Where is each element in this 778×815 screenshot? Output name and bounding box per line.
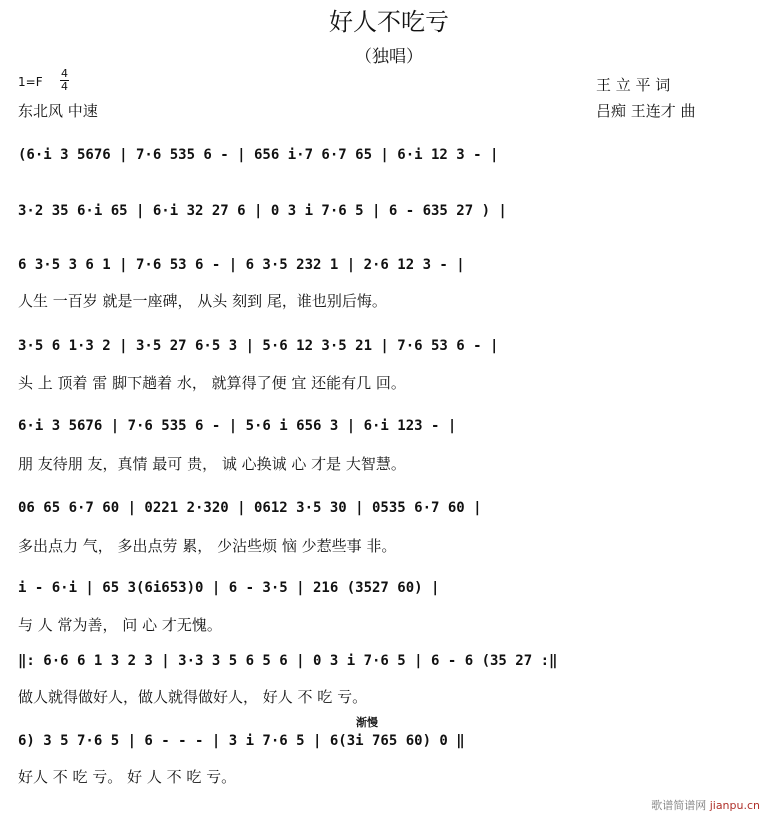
system-9-lyrics: 好人 不 吃 亏。 好 人 不 吃 亏。: [18, 768, 237, 786]
system-8-lyrics: 做人就得做好人，做人就得做好人， 好人 不 吃 亏。: [18, 688, 368, 706]
time-signature-top: 4: [61, 67, 68, 80]
system-6-notes: 06 65 6·7 60 | 0221 2·320 | 0612 3·5 30 | 0535 6·7 60 |: [18, 500, 482, 516]
system-5-notes: 6·i 3 5676 | 7·6 535 6 - | 5·6 i 656 3 | 6·i 123 - |: [18, 418, 457, 434]
system-1-notes: (6·i 3 5676 | 7·6 535 6 - | 656 i·7 6·7 65 | 6·i 12 3 - |: [18, 147, 499, 163]
key-signature: 1=F: [18, 75, 43, 89]
system-3-lyrics: 人生 一百岁 就是一座碑， 从头 刻到 尾，谁也别后悔。: [18, 292, 387, 310]
system-5-lyrics: 朋 友待朋 友，真情 最可 贵， 诚 心换诚 心 才是 大智慧。: [18, 455, 406, 473]
system-9-notes: 6) 3 5 7·6 5 | 6 - - - | 3 i 7·6 5 | 6(3i 765 60) 0 ‖: [18, 733, 465, 749]
watermark-site: 歌谱简谱网: [651, 799, 707, 812]
song-title: 好人不吃亏: [329, 8, 449, 36]
tempo-change-mark: 渐慢: [356, 716, 378, 729]
system-4-notes: 3·5 6 1·3 2 | 3·5 27 6·5 3 | 5·6 12 3·5 21 | 7·6 53 6 - |: [18, 338, 499, 354]
watermark: [651, 797, 760, 813]
system-6-lyrics: 多出点力 气， 多出点劳 累， 少沾些烦 恼 少惹些事 非。: [18, 537, 397, 555]
system-4-lyrics: 头 上 顶着 雷 脚下趟着 水， 就算得了便 宜 还能有几 回。: [18, 374, 406, 392]
style-tempo: 东北风 中速: [18, 102, 98, 120]
system-2-notes: 3·2 35 6·i 65 | 6·i 32 27 6 | 0 3 i 7·6 5 | 6 - 635 27 ) |: [18, 203, 507, 219]
system-3-notes: 6 3·5 3 6 1 | 7·6 53 6 - | 6 3·5 232 1 | 2·6 12 3 - |: [18, 257, 465, 273]
watermark-domain: jianpu.cn: [709, 799, 760, 812]
song-subtitle: （独唱）: [355, 47, 423, 67]
time-signature: [60, 68, 69, 93]
system-7-notes: i - 6·i | 65 3(6i653)0 | 6 - 3·5 | 216 (3527 60) |: [18, 580, 440, 596]
system-7-lyrics: 与 人 常为善， 问 心 才无愧。: [18, 616, 222, 634]
lyricist: 王 立 平 词: [596, 76, 671, 94]
time-signature-bottom: 4: [61, 80, 68, 93]
composer: 吕痴 王连才 曲: [596, 102, 696, 120]
system-8-notes: ‖: 6·6 6 1 3 2 3 | 3·3 3 5 6 5 6 | 0 3 i 7·6 5 | 6 - 6 (35 27 :‖: [18, 653, 558, 669]
